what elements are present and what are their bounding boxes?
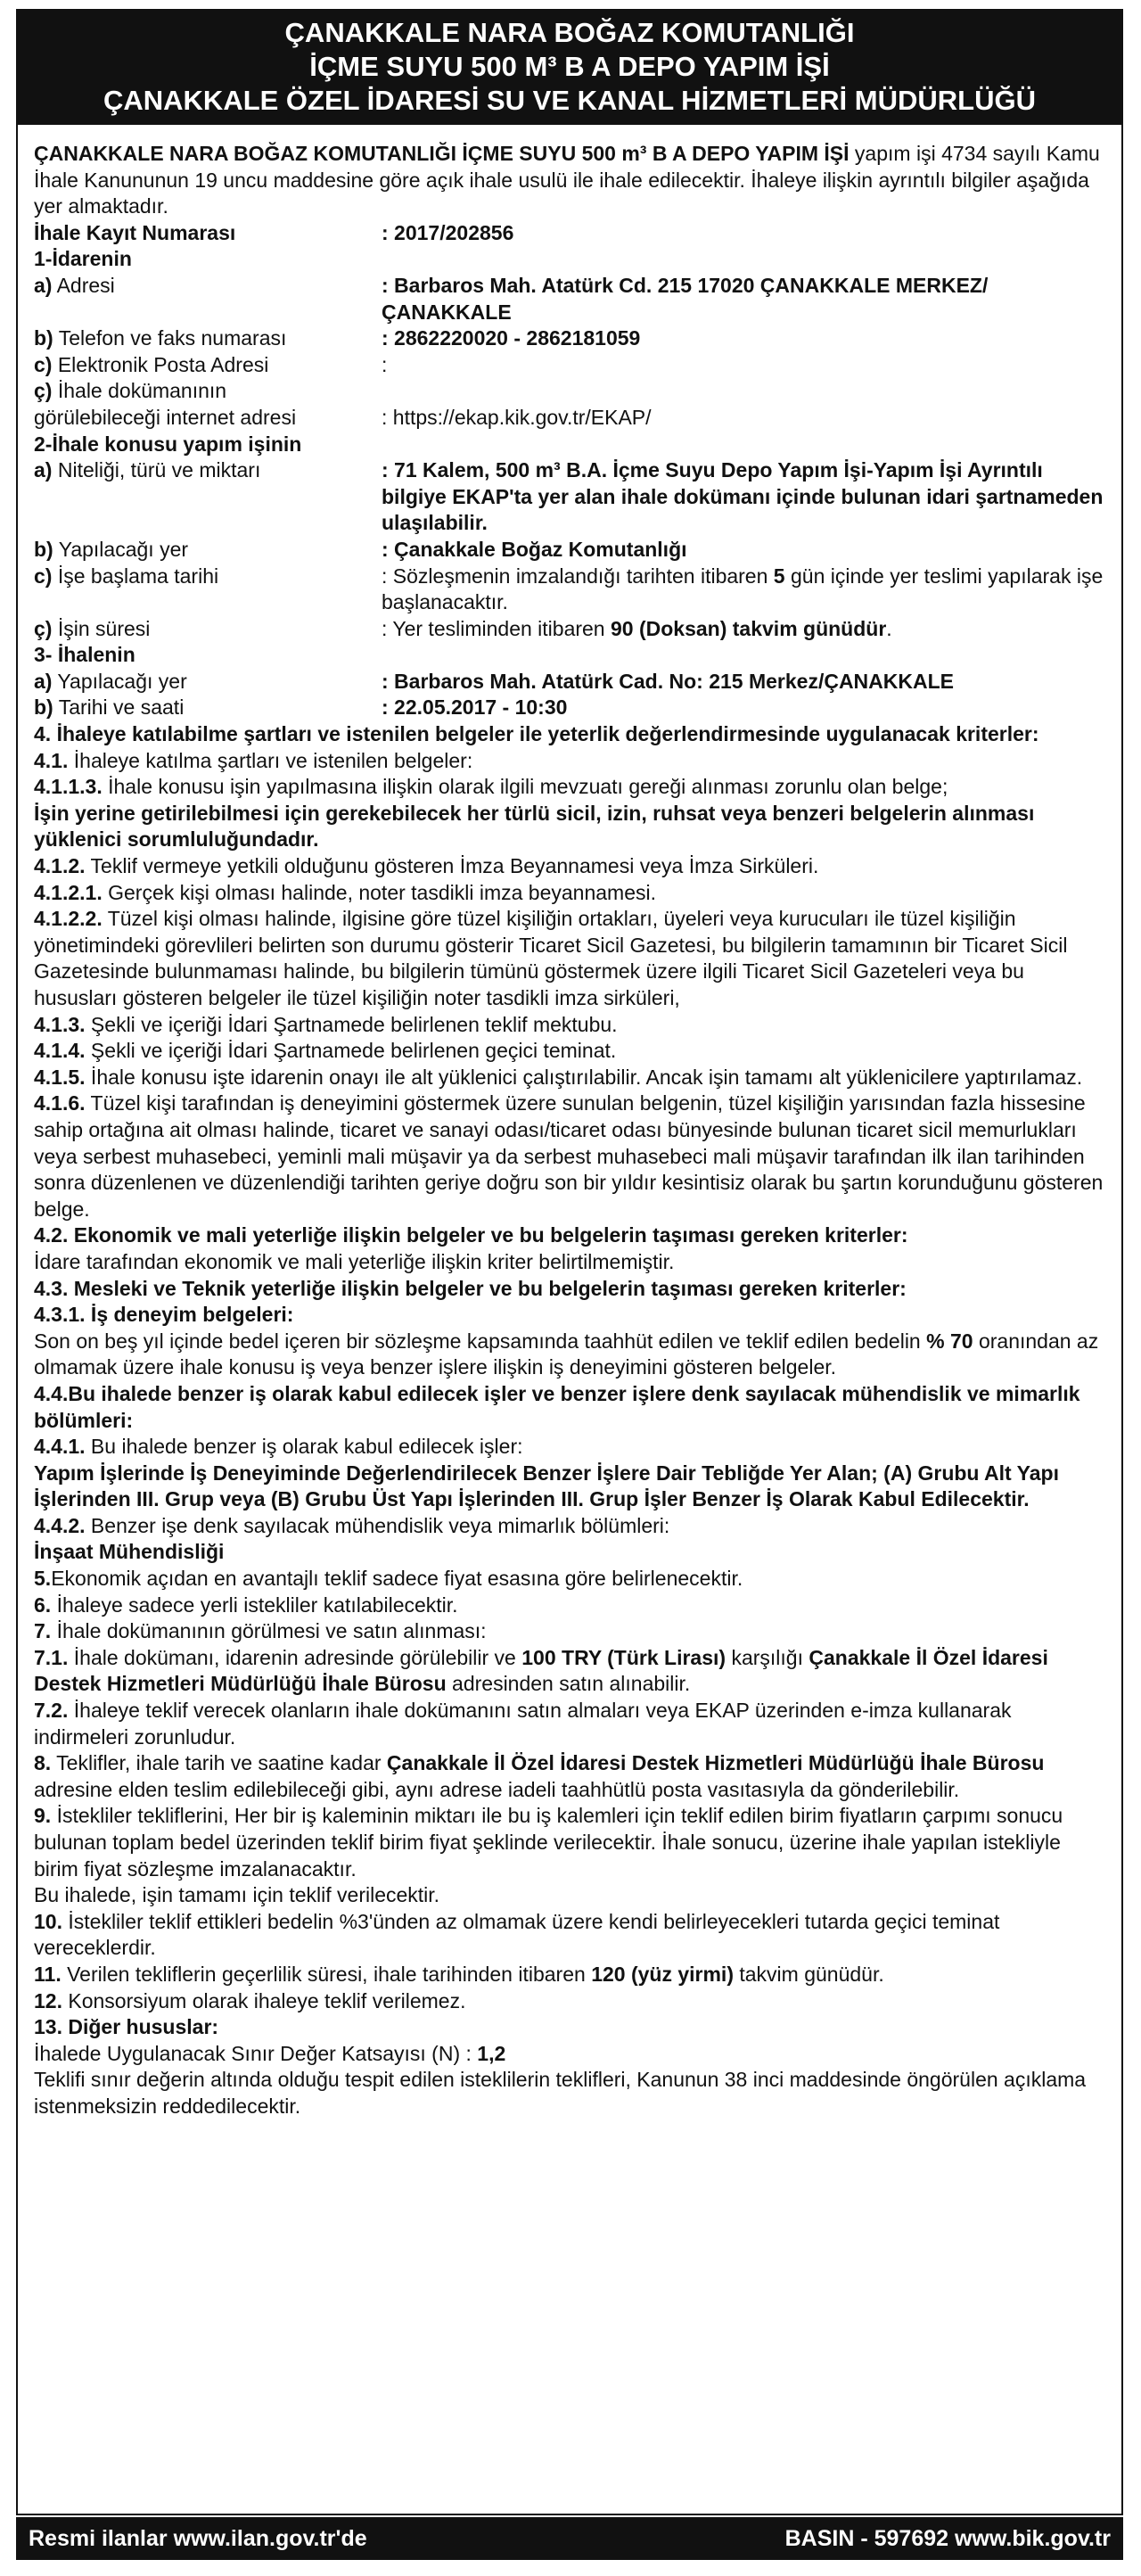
idare-email-row bbox=[34, 352, 1105, 379]
p-13-text-2: Teklifi sınır değerin altında olduğu tespit edilen isteklilerin teklifleri, Kanunun 38 inci maddesinde öngörülen açıklama istenmeksizin reddedilecektir. bbox=[34, 2068, 1087, 2118]
is-yer-key: b) bbox=[34, 537, 53, 561]
idare-email-label-text: Elektronik Posta Adresi bbox=[52, 352, 269, 376]
p-4-1-6-text: Tüzel kişi tarafından iş deneyimini göstermek üzere sunulan belgenin, tüzel kişiliğin yarısından fazla hissesine sahip ortağına ait olması halinde, ticaret ve sanayi odası/ticaret odası bünyesinde bulunan ticaret sicil memurlukları veya serbest muhasebeci, yeminli mali müşavir ya da serbest muhasebeci mali müşavir tarafından ilk ilan tarihinden sonra düzenlenen ve düzenlendiği tarihten geriye doğru son bir yıldır kesintisiz olarak bu şartın korunduğunu gösteren belge. bbox=[34, 1091, 1104, 1221]
p-5 bbox=[34, 1566, 1105, 1593]
footer-right-link[interactable]: BASIN - 597692 www.bik.gov.tr bbox=[784, 2525, 1111, 2551]
section-2-heading: 2-İhale konusu yapım işinin bbox=[34, 432, 302, 456]
p-4-1-5-num: 4.1.5. bbox=[34, 1065, 86, 1089]
p-4-1-1-3-text: İhale konusu işin yapılmasına ilişkin olarak ilgili mevzuatı gereği alınması zorunlu olan belge; bbox=[102, 775, 948, 799]
p-4-1-4-num: 4.1.4. bbox=[34, 1039, 86, 1063]
kayit-label: İhale Kayıt Numarası bbox=[34, 220, 236, 244]
p-4-1 bbox=[34, 748, 1105, 775]
p-4-1-1-3-bold: İşin yerine getirilebilmesi için gerekebilecek her türlü sicil, izin, ruhsat veya benzeri belgelerin alınması yüklenici sorumluluğundadır. bbox=[34, 801, 1035, 852]
announcement-header bbox=[18, 11, 1121, 125]
is-sure-label-text: İşin süresi bbox=[52, 616, 151, 640]
p-5-text: Ekonomik açıdan en avantajlı teklif sadece fiyat esasına göre belirlenecektir. bbox=[51, 1567, 743, 1591]
p-9-text-2: Bu ihalede, işin tamamı için teklif verilecektir. bbox=[34, 1883, 440, 1907]
section-1-heading: 1-İdarenin bbox=[34, 247, 132, 271]
is-yer-value: : Çanakkale Boğaz Komutanlığı bbox=[382, 537, 687, 561]
p-4-1-2 bbox=[34, 853, 1105, 880]
is-sure-key: ç) bbox=[34, 616, 53, 640]
section-3-heading: 3- İhalenin bbox=[34, 643, 135, 667]
idare-tel-label-text: Telefon ve faks numarası bbox=[53, 326, 287, 350]
ihale-tarih-key: b) bbox=[34, 695, 53, 720]
idare-tel-row bbox=[34, 325, 1105, 352]
ihale-tarih-row bbox=[34, 695, 1105, 721]
announcement-footer bbox=[16, 2517, 1123, 2560]
header-line-1: ÇANAKKALE NARA BOĞAZ KOMUTANLIĞI bbox=[284, 17, 855, 48]
is-nitelik-value: : 71 Kalem, 500 m³ B.A. İçme Suyu Depo Yapım İşi-Yapım İşi Ayrıntılı bilgiye EKAP'ta yer alan ihale dokümanı içinde bulunan idari şartnameden ulaşılabilir. bbox=[382, 458, 1104, 535]
p-7-1-num: 7.1. bbox=[34, 1645, 69, 1669]
ihale-tarih-label-text: Tarihi ve saati bbox=[53, 695, 185, 720]
is-baslama-text-1: : Sözleşmenin imzalandığı tarihten itibaren bbox=[382, 564, 774, 588]
p-4-1-num: 4.1. bbox=[34, 748, 69, 772]
p-12-num: 12. bbox=[34, 1988, 62, 2012]
p-6-num: 6. bbox=[34, 1593, 52, 1617]
ihale-tarih-label bbox=[34, 695, 382, 721]
is-baslama-value bbox=[382, 564, 1105, 616]
p-4-4-2-num: 4.4.2. bbox=[34, 1513, 86, 1537]
p-9-num: 9. bbox=[34, 1804, 52, 1828]
p-12 bbox=[34, 1988, 1105, 2015]
idare-email-label bbox=[34, 352, 382, 379]
p-4-2-heading: 4.2. Ekonomik ve mali yeterliğe ilişkin belgeler ve bu belgelerin taşıması gereken kriterler: bbox=[34, 1223, 908, 1247]
p-7-1-text-3: adresinden satın alınabilir. bbox=[446, 1672, 691, 1696]
is-sure-text-1: : Yer tesliminden itibaren bbox=[382, 616, 611, 640]
idare-web-key: ç) bbox=[34, 379, 53, 403]
is-baslama-label bbox=[34, 564, 382, 616]
idare-web-row bbox=[34, 378, 1105, 405]
p-4-1-6 bbox=[34, 1090, 1105, 1222]
p-7-num: 7. bbox=[34, 1619, 52, 1643]
p-4-1-5-text: İhale konusu işte idarenin onayı ile alt yüklenici çalıştırılabilir. Ancak işin tamamı alt yüklenicilere yaptırılamaz. bbox=[85, 1065, 1083, 1089]
p-7-1-office: Çanakkale İl Özel İdaresi Destek Hizmetleri Müdürlüğü İhale Bürosu bbox=[34, 1645, 1048, 1696]
p-4-3-heading: 4.3. Mesleki ve Teknik yeterliğe ilişkin belgeler ve bu belgelerin taşıması gereken kriterler: bbox=[34, 1276, 907, 1300]
p-8-text-2: adresine elden teslim edilebileceği gibi, aynı adrese iadeli taahhütlü posta vasıtasıyla da gönderilebilir. bbox=[34, 1777, 960, 1801]
is-baslama-text-2: gün içinde yer teslimi yapılarak işe başlanacaktır. bbox=[382, 564, 1104, 614]
is-nitelik-label-text: Niteliği, türü ve miktarı bbox=[52, 458, 261, 482]
p-4-3-1-text-2: oranından az olmamak üzere ihale konusu iş veya benzer işlere ilişkin iş deneyimini gösteren belgeler. bbox=[34, 1329, 1099, 1379]
p-10 bbox=[34, 1909, 1105, 1962]
p-4-1-text: İhaleye katılma şartları ve istenilen belgeler: bbox=[68, 748, 473, 772]
p-13-text-1: İhalede Uygulanacak Sınır Değer Katsayısı (N) : bbox=[34, 2041, 478, 2065]
idare-adres-value: : Barbaros Mah. Atatürk Cd. 215 17020 ÇANAKKALE MERKEZ/ÇANAKKALE bbox=[382, 273, 989, 324]
intro-text: yapım işi 4734 sayılı Kamu İhale Kanununun 19 uncu maddesine göre açık ihale usulü ile ihale edilecektir. İhaleye ilişkin ayrıntılı bilgiler aşağıda yer almaktadır. bbox=[34, 142, 1100, 218]
p-4-4-1-text: Bu ihalede benzer iş olarak kabul edilecek işler: bbox=[85, 1435, 523, 1459]
p-4-4-1 bbox=[34, 1434, 1105, 1461]
idare-email-key: c) bbox=[34, 352, 53, 376]
p-9-text: İstekliler tekliflerini, Her bir iş kaleminin miktarı ile bu iş kalemleri için teklif edilen birim fiyatların çarpımı sonucu bulunan toplam bedel üzerinden teklif birim fiyat şeklinde verilecektir. İhale sonucu, üzerine ihale yapılan istekliyle birim fiyat sözleşme imzalanacaktır. bbox=[34, 1804, 1063, 1881]
ihale-yer-row bbox=[34, 669, 1105, 695]
p-4-1-1-3 bbox=[34, 774, 1105, 801]
idare-web-label-1: İhale dokümanının bbox=[52, 379, 227, 403]
p-7-2 bbox=[34, 1698, 1105, 1750]
p-13-value: 1,2 bbox=[477, 2041, 506, 2065]
intro-title: ÇANAKKALE NARA BOĞAZ KOMUTANLIĞI İÇME SUYU 500 m³ B A DEPO YAPIM İŞİ bbox=[34, 142, 850, 165]
p-8-num: 8. bbox=[34, 1751, 52, 1775]
idare-adres-key: a) bbox=[34, 273, 53, 297]
kayit-value: : 2017/202856 bbox=[382, 220, 514, 244]
idare-tel-key: b) bbox=[34, 326, 53, 350]
p-7-1-price: 100 TRY (Türk Lirası) bbox=[521, 1645, 726, 1669]
footer-left-link[interactable]: Resmi ilanlar www.ilan.gov.tr'de bbox=[29, 2525, 367, 2551]
p-4-3-1-heading: 4.3.1. İş deneyim belgeleri: bbox=[34, 1303, 294, 1327]
p-5-num: 5. bbox=[34, 1567, 52, 1591]
p-7-2-text: İhaleye teklif verecek olanların ihale dokümanını satın almaları veya EKAP üzerinden e-imza kullanarak indirmeleri zorunludur. bbox=[34, 1699, 1012, 1749]
p-4-2-text: İdare tarafından ekonomik ve mali yeterliğe ilişkin kriter belirtilmemiştir. bbox=[34, 1249, 675, 1273]
p-4-3-1-text-1: Son on beş yıl içinde bedel içeren bir sözleşme kapsamında taahhüt edilen ve teklif edilen bedelin bbox=[34, 1329, 927, 1353]
p-13-katsayi bbox=[34, 2041, 1105, 2068]
ihale-yer-label-text: Yapılacağı yer bbox=[52, 669, 187, 693]
ihale-yer-label bbox=[34, 669, 382, 695]
p-4-1-3-text: Şekli ve içeriği İdari Şartnamede belirlenen teklif mektubu. bbox=[85, 1012, 618, 1036]
ihale-tarih-value: : 22.05.2017 - 10:30 bbox=[382, 695, 568, 720]
idare-email-value: : bbox=[382, 352, 388, 376]
p-4-1-2-2 bbox=[34, 906, 1105, 1011]
p-4-1-2-2-text: Tüzel kişi olması halinde, ilgisine göre tüzel kişiliğin ortakları, üyeleri veya kurucuları ile tüzel kişiliğin yönetimindeki görevlileri belirten son durumu gösterir Ticaret Sicil Gazetesi, bu bilgilerin tamamının bir Ticaret Sicil Gazetesinde bulunmaması halinde, bu bilgilerin tümünü göstermek üzere ilgili Ticaret Sicil Gazeteleri veya bu hususları gösteren belgeler ile tüzel kişiliğin noter tasdikli imza sirküleri, bbox=[34, 907, 1068, 1009]
is-sure-label bbox=[34, 616, 382, 643]
p-4-1-2-num: 4.1.2. bbox=[34, 854, 86, 878]
p-7-1 bbox=[34, 1645, 1105, 1698]
p-4-1-4-text: Şekli ve içeriği İdari Şartnamede belirlenen geçici teminat. bbox=[85, 1039, 617, 1063]
is-yer-label-text: Yapılacağı yer bbox=[53, 537, 189, 561]
p-7-2-num: 7.2. bbox=[34, 1699, 69, 1723]
is-baslama-row bbox=[34, 564, 1105, 616]
p-4-1-4 bbox=[34, 1038, 1105, 1065]
announcement-body bbox=[18, 125, 1121, 2120]
p-11-days: 120 (yüz yirmi) bbox=[591, 1962, 734, 1986]
idare-adres-label bbox=[34, 273, 382, 325]
intro-paragraph bbox=[34, 141, 1105, 220]
p-10-num: 10. bbox=[34, 1909, 62, 1933]
section-4-heading: 4. İhaleye katılabilme şartları ve istenilen belgeler ile yeterlik değerlendirmesinde uygulanacak kriterler: bbox=[34, 722, 1039, 746]
p-6 bbox=[34, 1593, 1105, 1619]
is-baslama-label-text: İşe başlama tarihi bbox=[52, 564, 219, 588]
p-11-text-1: Verilen tekliflerin geçerlilik süresi, ihale tarihinden itibaren bbox=[61, 1962, 592, 1986]
header-line-2: İÇME SUYU 500 M³ B A DEPO YAPIM İŞİ bbox=[309, 51, 830, 82]
p-4-1-6-num: 4.1.6. bbox=[34, 1091, 86, 1115]
kayit-row bbox=[34, 220, 1105, 247]
p-4-4-1-num: 4.4.1. bbox=[34, 1435, 86, 1459]
is-sure-days: 90 (Doksan) takvim günüdür bbox=[611, 616, 887, 640]
p-7-1-text-2: karşılığı bbox=[726, 1645, 809, 1669]
is-baslama-days: 5 bbox=[773, 564, 785, 588]
ihale-yer-key: a) bbox=[34, 669, 53, 693]
p-4-3-1-percent: % 70 bbox=[926, 1329, 973, 1353]
p-4-4-2-text: Benzer işe denk sayılacak mühendislik veya mimarlık bölümleri: bbox=[85, 1513, 670, 1537]
p-11 bbox=[34, 1962, 1105, 1988]
idare-tel-label bbox=[34, 325, 382, 352]
idare-web-row-2 bbox=[34, 405, 1105, 432]
is-yer-row bbox=[34, 537, 1105, 564]
p-4-1-2-2-num: 4.1.2.2. bbox=[34, 907, 103, 931]
p-4-1-3 bbox=[34, 1012, 1105, 1039]
p-4-1-2-1-text: Gerçek kişi olması halinde, noter tasdikli imza beyannamesi. bbox=[102, 880, 657, 904]
is-sure-text-2: . bbox=[886, 616, 892, 640]
p-4-1-2-1 bbox=[34, 880, 1105, 907]
idare-adres-label-text: Adresi bbox=[52, 273, 115, 297]
p-4-1-5 bbox=[34, 1065, 1105, 1091]
p-4-3-1-text bbox=[34, 1329, 1105, 1381]
p-12-text: Konsorsiyum olarak ihaleye teklif verilemez. bbox=[62, 1988, 466, 2012]
p-8-text-1: Teklifler, ihale tarih ve saatine kadar bbox=[51, 1751, 387, 1775]
is-nitelik-row bbox=[34, 457, 1105, 537]
idare-web-label bbox=[34, 378, 382, 405]
p-6-text: İhaleye sadece yerli istekliler katılabilecektir. bbox=[51, 1593, 458, 1617]
idare-adres-row bbox=[34, 273, 1105, 325]
is-sure-row bbox=[34, 616, 1105, 643]
ihale-yer-value: : Barbaros Mah. Atatürk Cad. No: 215 Merkez/ÇANAKKALE bbox=[382, 669, 954, 693]
p-10-text: İstekliler teklif ettikleri bedelin %3'ünden az olmamak üzere kendi belirleyecekleri tutarda geçici teminat vereceklerdir. bbox=[34, 1909, 1000, 1960]
p-11-text-2: takvim günüdür. bbox=[733, 1962, 884, 1986]
p-4-4-heading: 4.4.Bu ihalede benzer iş olarak kabul edilecek işler ve benzer işlere denk sayılacak mühendislik ve mimarlık bölümleri: bbox=[34, 1381, 1080, 1432]
p-4-1-2-text: Teklif vermeye yetkili olduğunu gösteren İmza Beyannamesi veya İmza Sirküleri. bbox=[85, 854, 819, 878]
p-13-heading: 13. Diğer hususlar: bbox=[34, 2015, 219, 2039]
p-8-office: Çanakkale İl Özel İdaresi Destek Hizmetleri Müdürlüğü İhale Bürosu bbox=[386, 1751, 1045, 1775]
p-8 bbox=[34, 1750, 1105, 1803]
idare-web-link[interactable]: : https://ekap.kik.gov.tr/EKAP/ bbox=[382, 405, 652, 429]
p-4-4-2 bbox=[34, 1513, 1105, 1540]
p-7-text: İhale dokümanının görülmesi ve satın alınması: bbox=[51, 1619, 487, 1643]
is-yer-label bbox=[34, 537, 382, 564]
p-4-1-2-1-num: 4.1.2.1. bbox=[34, 880, 103, 904]
p-4-4-2-bold: İnşaat Mühendisliği bbox=[34, 1540, 225, 1564]
idare-tel-value: : 2862220020 - 2862181059 bbox=[382, 326, 641, 350]
p-4-1-3-num: 4.1.3. bbox=[34, 1012, 86, 1036]
header-line-3: ÇANAKKALE ÖZEL İDARESİ SU VE KANAL HİZMETLERİ MÜDÜRLÜĞÜ bbox=[103, 85, 1036, 116]
p-4-4-1-bold: Yapım İşlerinde İş Deneyiminde Değerlendirilecek Benzer İşlere Dair Tebliğde Yer Alan; (A) Grubu Alt Yapı İşlerinden III. Grup veya (B) Grubu Üst Yapı İşlerinden III. Grup İşler Benzer İş Olarak Kabul Edilecektir. bbox=[34, 1461, 1059, 1511]
p-7 bbox=[34, 1618, 1105, 1645]
is-nitelik-label bbox=[34, 457, 382, 537]
p-4-1-1-3-num: 4.1.1.3. bbox=[34, 775, 103, 799]
p-7-1-text-1: İhale dokümanı, idarenin adresinde görülebilir ve bbox=[68, 1645, 522, 1669]
p-9 bbox=[34, 1803, 1105, 1882]
announcement-frame bbox=[16, 9, 1123, 2515]
is-sure-value bbox=[382, 616, 1105, 643]
idare-web-label-2: görülebileceği internet adresi bbox=[34, 405, 297, 429]
p-11-num: 11. bbox=[34, 1962, 62, 1986]
is-nitelik-key: a) bbox=[34, 458, 53, 482]
is-baslama-key: c) bbox=[34, 564, 53, 588]
